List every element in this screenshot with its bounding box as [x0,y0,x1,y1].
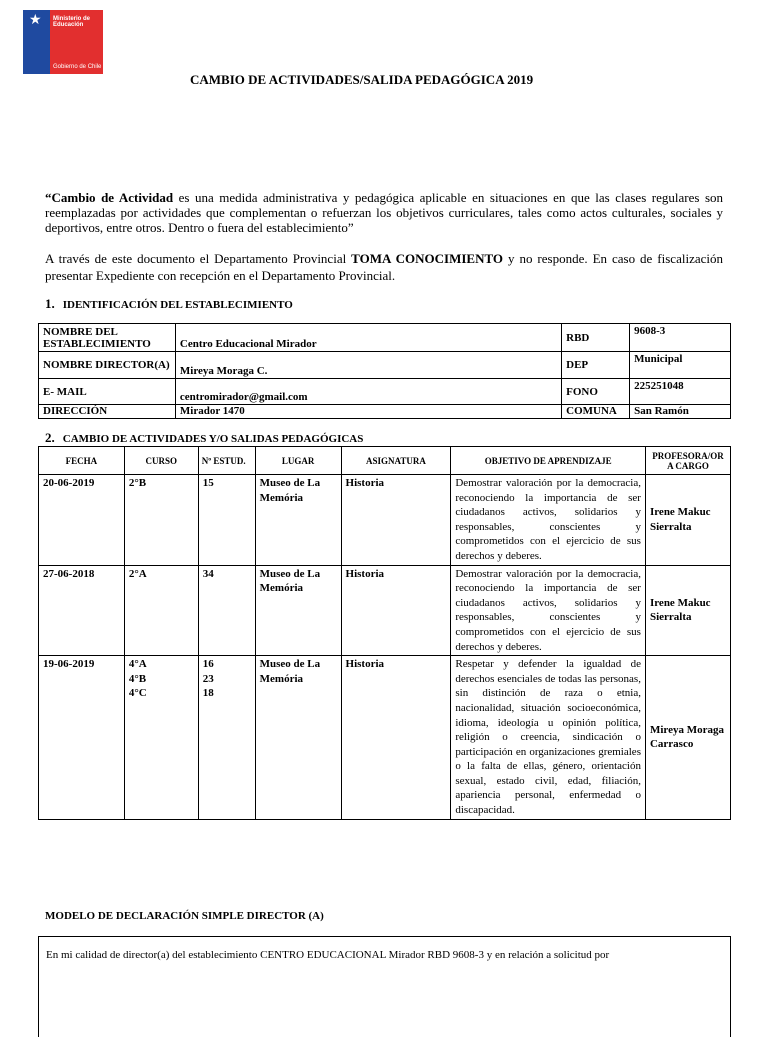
section-3-heading: MODELO DE DECLARACIÓN SIMPLE DIRECTOR (A) [45,910,324,922]
fono-value: 225251048 [630,379,731,405]
logo-line-1: Ministerio de [53,16,91,22]
row-asignatura: Historia [341,565,451,656]
row-fecha: 19-06-2019 [39,656,125,820]
director-label: NOMBRE DIRECTOR(A) [39,352,176,379]
row-asignatura: Historia [341,475,451,566]
rbd-value: 9608-3 [630,324,731,352]
identification-table [38,323,731,419]
direccion-value: Mirador 1470 [175,405,561,419]
table-header-row [39,447,731,475]
section-1-heading [45,296,293,312]
row-lugar: Museo de La Memória [255,565,341,656]
intro-text: es una medida administrativa y pedagógica aplicable en situaciones en que las clases regulares son reemplazadas por actividades que complementan o refuerzan los objetivos curriculares, tales como actos culturales, sociales y deportivos, entre otros. Dentro o fuera del establecimiento” [45,190,723,235]
row-objetivo: Demostrar valoración por la democracia, reconociendo la importancia de ser ciudadanos activos, solidarios y responsables, conscientes y comprometidos con el ejercicio de sus derechos y deberes. [451,565,646,656]
notice-post: y no responde. En caso de fiscalización presentar Expediente con recepción en el Departamento Provincial. [45,251,723,283]
row-estud: 15 [198,475,255,566]
table-row [39,565,731,656]
header-objetivo: OBJETIVO DE APRENDIZAJE [451,447,646,475]
table-row [39,379,731,405]
comuna-label: COMUNA [562,405,630,419]
table-row [39,475,731,566]
row-profesora: Irene Makuc Sierralta [645,475,730,566]
logo-line-3: Gobierno de Chile [53,64,102,70]
section-1-title: IDENTIFICACIÓN DEL ESTABLECIMIENTO [62,299,293,311]
section-2-title: CAMBIO DE ACTIVIDADES Y/O SALIDAS PEDAGÓGICAS [62,433,364,445]
row-curso: 4°A 4°B 4°C [124,656,198,820]
row-fecha: 27-06-2018 [39,565,125,656]
logo-blue-block [23,10,50,74]
activities-table [38,446,731,820]
row-curso: 2°A [124,565,198,656]
activities-body [39,475,731,820]
logo-line-2: Educación [53,22,84,28]
row-estud: 34 [198,565,255,656]
section-1-number: 1. [45,296,55,311]
nombre-value: Centro Educacional Mirador [175,324,561,352]
table-row [39,324,731,352]
notice-pre: A través de este documento el Departamento Provincial [45,251,352,266]
table-row [39,656,731,820]
row-profesora: Mireya Moraga Carrasco [645,656,730,820]
director-value: Mireya Moraga C. [175,352,561,379]
header-curso: CURSO [124,447,198,475]
intro-lead: “Cambio de Actividad [45,190,174,205]
star-icon: ★ [29,13,42,28]
email-value: centromirador@gmail.com [175,379,561,405]
header-lugar: LUGAR [255,447,341,475]
header-estud: Nº ESTUD. [198,447,255,475]
email-label: E- MAIL [39,379,176,405]
table-row [39,405,731,419]
row-asignatura: Historia [341,656,451,820]
intro-paragraph [45,190,723,235]
row-objetivo: Respetar y defender la igualdad de derechos esenciales de todas las personas, sin distinción de raza o etnia, nacionalidad, situación socioeconómica, idioma, ideología u opinión política, religión o creencia, sindicación o participación en organizaciones gremiales o la falta de ellas, género, orientación sexual, estado civil, edad, filiación, apariencia personal, enfermedad o discapacidad. [451,656,646,820]
row-objetivo: Demostrar valoración por la democracia, reconociendo la importancia de ser ciudadanos activos, solidarios y responsables, conscientes y comprometidos con el ejercicio de sus derechos y deberes. [451,475,646,566]
header-profesora: PROFESORA/OR A CARGO [645,447,730,475]
logo-red-block [50,10,103,74]
comuna-value: San Ramón [630,405,731,419]
row-estud: 16 23 18 [198,656,255,820]
rbd-label: RBD [562,324,630,352]
dep-label: DEP [562,352,630,379]
document-title: CAMBIO DE ACTIVIDADES/SALIDA PEDAGÓGICA 2019 [190,72,534,87]
header-fecha: FECHA [39,447,125,475]
row-fecha: 20-06-2019 [39,475,125,566]
row-curso: 2°B [124,475,198,566]
row-lugar: Museo de La Memória [255,656,341,820]
section-2-number: 2. [45,430,55,445]
fono-label: FONO [562,379,630,405]
table-row [39,352,731,379]
nombre-label: NOMBRE DEL ESTABLECIMIENTO [39,324,176,352]
declaration-box [38,936,731,1037]
dep-value: Municipal [630,352,731,379]
header-asignatura: ASIGNATURA [341,447,451,475]
direccion-label: DIRECCIÓN [39,405,176,419]
notice-paragraph [45,250,723,284]
notice-bold: TOMA CONOCIMIENTO [351,251,504,266]
declaration-text: En mi calidad de director(a) del establecimiento CENTRO EDUCACIONAL Mirador RBD 9608-3 y en relación a solicitud por [46,949,610,961]
section-2-heading [45,430,363,446]
ministry-logo [23,10,103,74]
row-profesora: Irene Makuc Sierralta [645,565,730,656]
row-lugar: Museo de La Memória [255,475,341,566]
